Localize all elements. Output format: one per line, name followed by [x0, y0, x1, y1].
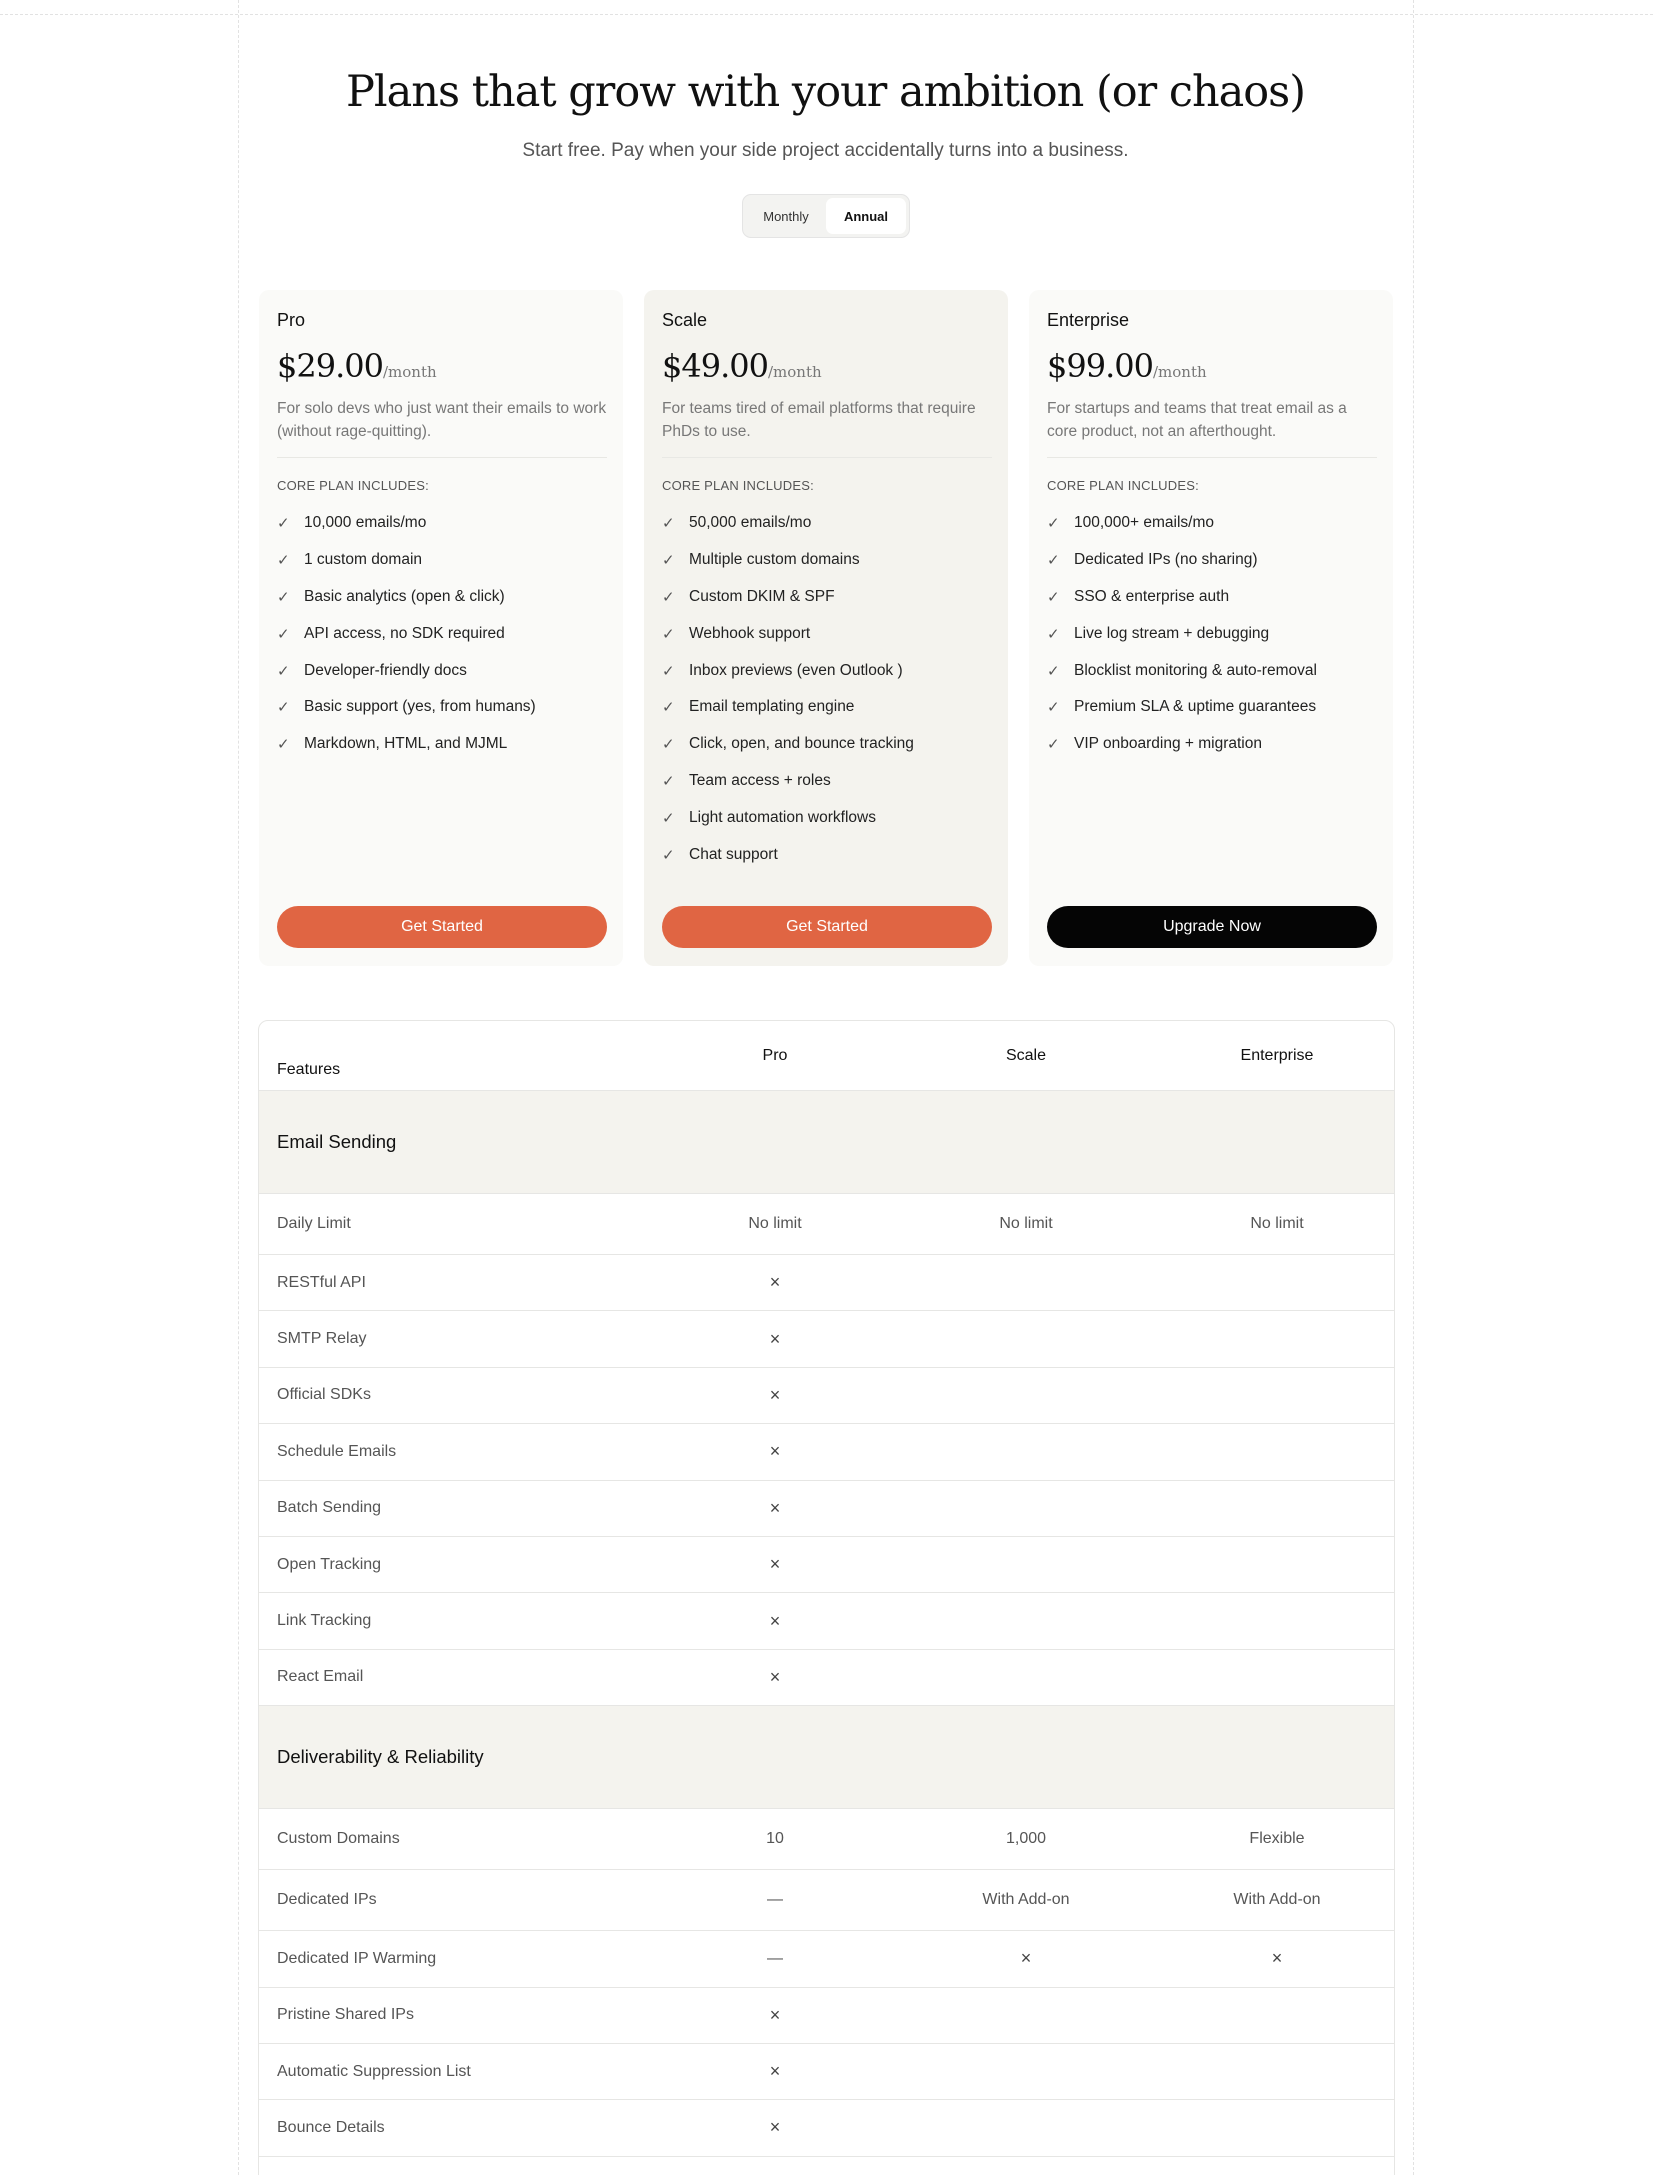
feature-text: API access, no SDK required	[304, 624, 505, 642]
cross-icon: ×	[1271, 1948, 1283, 1969]
cross-icon: ×	[769, 1441, 781, 1462]
feature-item	[277, 542, 605, 579]
cell-value	[901, 1537, 1151, 1592]
cell-value	[1152, 1481, 1395, 1536]
feature-item	[1047, 579, 1375, 616]
feature-list	[277, 505, 605, 763]
column-header-enterprise: Enterprise	[1240, 1047, 1314, 1064]
feature-item	[662, 579, 990, 616]
feature-label: Dedicated IPs	[277, 1891, 377, 1909]
price-amount: $49.00	[662, 347, 768, 385]
table-row	[259, 1809, 1394, 1870]
feature-list	[1047, 505, 1375, 763]
plan-description: For startups and teams that treat email as a core product, not an afterthought.	[1047, 400, 1347, 440]
feature-label: Batch Sending	[277, 1499, 382, 1517]
table-body	[259, 1091, 1394, 2157]
check-icon: ✓	[277, 662, 290, 680]
check-icon: ✓	[662, 625, 675, 643]
table-row	[259, 1537, 1394, 1593]
table-row	[259, 1870, 1394, 1931]
table-row	[259, 1988, 1394, 2044]
feature-text: Team access + roles	[689, 771, 831, 789]
includes-label: CORE PLAN INCLUDES:	[662, 478, 814, 493]
plan-name: Scale	[662, 310, 708, 330]
table-row	[259, 2100, 1394, 2156]
check-icon: ✓	[1047, 662, 1060, 680]
cell-value	[901, 1424, 1151, 1479]
cell-value	[1152, 1988, 1395, 2043]
cell-value: Flexible	[1249, 1830, 1305, 1848]
table-header	[259, 1021, 1394, 1091]
table-row	[259, 1424, 1394, 1480]
check-icon: ✓	[277, 515, 290, 533]
feature-text: Light automation workflows	[689, 808, 876, 826]
cell-value	[901, 1255, 1151, 1310]
check-icon: ✓	[662, 809, 675, 827]
cross-icon: ×	[769, 1666, 781, 1687]
frame-left-border	[238, 0, 239, 2175]
feature-text: Inbox previews (even Outlook )	[689, 661, 903, 679]
plan-card-pro	[259, 290, 623, 966]
check-icon: ✓	[662, 515, 675, 533]
feature-text: VIP onboarding + migration	[1074, 735, 1262, 753]
table-row	[259, 1194, 1394, 1255]
feature-item	[1047, 505, 1375, 542]
frame-top-border	[0, 14, 1653, 15]
cell-value: No limit	[1250, 1215, 1304, 1232]
table-row	[259, 1255, 1394, 1311]
plan-description: For solo devs who just want their emails to work (without rage-quitting).	[277, 400, 607, 440]
check-icon: ✓	[1047, 736, 1060, 754]
feature-item	[662, 505, 990, 542]
feature-label: SMTP Relay	[277, 1330, 367, 1348]
plan-price	[1047, 347, 1375, 385]
feature-item	[277, 505, 605, 542]
plan-name: Pro	[277, 310, 306, 330]
feature-item	[277, 652, 605, 689]
price-amount: $99.00	[1047, 347, 1153, 385]
includes-label: CORE PLAN INCLUDES:	[1047, 478, 1199, 493]
feature-label: Custom Domains	[277, 1830, 400, 1848]
feature-text: Webhook support	[689, 624, 811, 642]
column-header-pro: Pro	[762, 1047, 788, 1064]
cell-value	[1152, 1255, 1395, 1310]
feature-text: 50,000 emails/mo	[689, 514, 812, 532]
check-icon: ✓	[1047, 515, 1060, 533]
feature-text: Custom DKIM & SPF	[689, 587, 835, 605]
upgrade-now-button[interactable]: Upgrade Now	[1047, 906, 1377, 948]
cell-value: 1,000	[1005, 1830, 1047, 1848]
page-title: Plans that grow with your ambition (or chaos)	[345, 67, 1306, 117]
feature-item	[277, 579, 605, 616]
price-amount: $29.00	[277, 347, 383, 385]
cell-value: With Add-on	[1233, 1891, 1321, 1909]
cell-value	[901, 1650, 1151, 1705]
cross-icon: ×	[769, 1610, 781, 1631]
cell-value: No limit	[999, 1215, 1053, 1232]
feature-text: Live log stream + debugging	[1074, 624, 1270, 642]
cross-icon: ×	[769, 2061, 781, 2082]
feature-list	[662, 505, 990, 873]
cell-value: 10	[766, 1830, 784, 1848]
check-icon: ✓	[277, 736, 290, 754]
feature-text: Basic analytics (open & click)	[304, 587, 505, 605]
feature-text: Email templating engine	[689, 698, 855, 716]
features-column-header: Features	[277, 1061, 341, 1078]
cell-value	[1152, 1593, 1395, 1648]
cross-icon: ×	[769, 1497, 781, 1518]
feature-text: Markdown, HTML, and MJML	[304, 735, 508, 753]
feature-label: Pristine Shared IPs	[277, 2006, 414, 2024]
table-row	[259, 1481, 1394, 1537]
check-icon: ✓	[662, 662, 675, 680]
cell-value	[901, 1311, 1151, 1366]
frame-right-border	[1413, 0, 1414, 2175]
get-started-button[interactable]: Get Started	[277, 906, 607, 948]
cell-value	[901, 1481, 1151, 1536]
feature-text: 10,000 emails/mo	[304, 514, 427, 532]
feature-text: 100,000+ emails/mo	[1074, 514, 1215, 532]
section-header: Email Sending	[259, 1091, 1394, 1194]
feature-label: Link Tracking	[277, 1612, 372, 1630]
feature-text: Click, open, and bounce tracking	[689, 735, 914, 753]
check-icon: ✓	[277, 552, 290, 570]
feature-label: Automatic Suppression List	[277, 2062, 471, 2080]
feature-text: Blocklist monitoring & auto-removal	[1074, 661, 1317, 679]
feature-item	[1047, 689, 1375, 726]
table-row	[259, 1368, 1394, 1424]
check-icon: ✓	[1047, 625, 1060, 643]
pricing-cards	[259, 290, 1394, 966]
cross-icon: ×	[1020, 1948, 1032, 1969]
feature-item	[662, 542, 990, 579]
toggle-monthly[interactable]: Monthly	[763, 208, 809, 224]
feature-text: Chat support	[689, 845, 778, 863]
cross-icon: ×	[769, 2004, 781, 2025]
plan-card-enterprise	[1029, 290, 1393, 966]
check-icon: ✓	[662, 588, 675, 606]
check-icon: ✓	[277, 588, 290, 606]
feature-item	[662, 799, 990, 836]
divider	[277, 457, 607, 458]
feature-text: Dedicated IPs (no sharing)	[1074, 551, 1258, 569]
plan-price	[277, 347, 605, 385]
billing-toggle	[742, 194, 910, 238]
cross-icon: ×	[769, 1328, 781, 1349]
plan-name: Enterprise	[1047, 310, 1130, 330]
cell-value	[1152, 2044, 1395, 2099]
plan-description: For teams tired of email platforms that require PhDs to use.	[662, 400, 976, 440]
check-icon: ✓	[277, 625, 290, 643]
feature-item	[662, 689, 990, 726]
feature-label: Schedule Emails	[277, 1442, 397, 1460]
cell-value: No limit	[748, 1215, 802, 1232]
feature-label: RESTful API	[277, 1273, 366, 1291]
cross-icon: ×	[769, 1272, 781, 1293]
feature-label: Open Tracking	[277, 1555, 382, 1573]
feature-item	[277, 615, 605, 652]
feature-label: Dedicated IP Warming	[277, 1949, 437, 1967]
plan-card-scale	[644, 290, 1008, 966]
section-header: Deliverability & Reliability	[259, 1706, 1394, 1809]
table-row	[259, 1311, 1394, 1367]
cell-value	[1152, 2100, 1395, 2155]
table-row	[259, 1650, 1394, 1706]
plan-price	[662, 347, 990, 385]
cell-value	[901, 1593, 1151, 1648]
table-row	[259, 1593, 1394, 1649]
feature-item	[662, 763, 990, 800]
price-period: /month	[382, 363, 437, 381]
feature-text: Premium SLA & uptime guarantees	[1074, 698, 1317, 716]
check-icon: ✓	[1047, 699, 1060, 717]
feature-item	[277, 726, 605, 763]
cross-icon: ×	[769, 1554, 781, 1575]
comparison-table	[258, 1020, 1395, 2175]
feature-item	[662, 615, 990, 652]
feature-label: Bounce Details	[277, 2118, 385, 2136]
cell-value	[1152, 1424, 1395, 1479]
check-icon: ✓	[662, 772, 675, 790]
check-icon: ✓	[662, 699, 675, 717]
price-period: /month	[767, 363, 822, 381]
feature-item	[277, 689, 605, 726]
dash-icon: —	[767, 1891, 783, 1909]
check-icon: ✓	[662, 846, 675, 864]
dash-icon: —	[767, 1949, 783, 1967]
feature-item	[662, 726, 990, 763]
feature-item	[662, 836, 990, 873]
page-subtitle: Start free. Pay when your side project accidentally turns into a business.	[522, 140, 1129, 161]
feature-item	[1047, 652, 1375, 689]
feature-text: SSO & enterprise auth	[1074, 587, 1230, 605]
cross-icon: ×	[769, 2117, 781, 2138]
cell-value	[1152, 1537, 1395, 1592]
price-period: /month	[1152, 363, 1207, 381]
check-icon: ✓	[1047, 552, 1060, 570]
hero	[238, 60, 1413, 162]
table-row	[259, 2044, 1394, 2100]
cell-value	[901, 1988, 1151, 2043]
cell-value: With Add-on	[982, 1891, 1070, 1909]
includes-label: CORE PLAN INCLUDES:	[277, 478, 429, 493]
toggle-annual[interactable]: Annual	[826, 198, 906, 234]
column-header-scale: Scale	[1005, 1047, 1047, 1064]
feature-text: 1 custom domain	[304, 551, 423, 569]
cell-value	[1152, 1368, 1395, 1423]
cell-value	[901, 2044, 1151, 2099]
feature-label: Official SDKs	[277, 1386, 371, 1404]
feature-label: Daily Limit	[277, 1215, 351, 1232]
feature-text: Developer-friendly docs	[304, 661, 467, 679]
check-icon: ✓	[662, 736, 675, 754]
get-started-button[interactable]: Get Started	[662, 906, 992, 948]
check-icon: ✓	[277, 699, 290, 717]
cell-value	[1152, 1311, 1395, 1366]
feature-item	[662, 652, 990, 689]
check-icon: ✓	[1047, 588, 1060, 606]
table-row	[259, 1931, 1394, 1987]
cell-value	[901, 1368, 1151, 1423]
cell-value	[901, 2100, 1151, 2155]
divider	[662, 457, 992, 458]
feature-text: Multiple custom domains	[689, 551, 860, 569]
feature-item	[1047, 615, 1375, 652]
feature-item	[1047, 542, 1375, 579]
cell-value	[1152, 1650, 1395, 1705]
feature-label: React Email	[277, 1668, 364, 1686]
feature-text: Basic support (yes, from humans)	[304, 698, 536, 716]
check-icon: ✓	[662, 552, 675, 570]
feature-item	[1047, 726, 1375, 763]
divider	[1047, 457, 1377, 458]
cross-icon: ×	[769, 1384, 781, 1405]
